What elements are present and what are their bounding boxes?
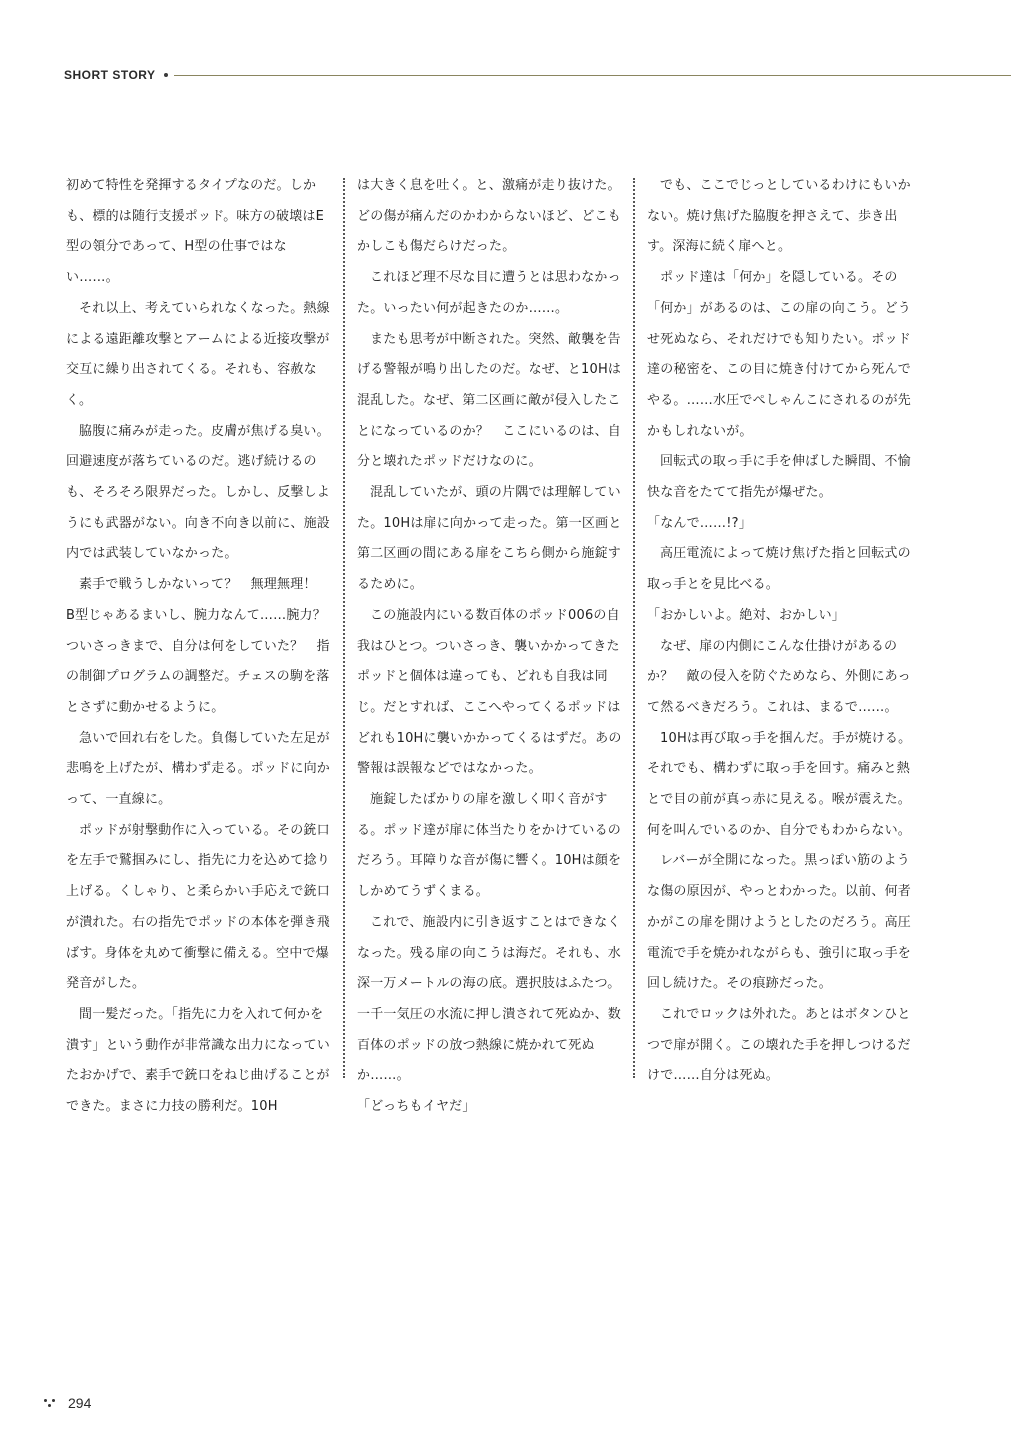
paragraph: 初めて特性を発揮するタイプなのだ。しかも、標的は随行支援ポッド。味方の破壊はE型の領分であって、H型の仕事ではない……。 bbox=[66, 178, 325, 286]
column-divider-2 bbox=[633, 178, 635, 1078]
paragraph: 間一髪だった。「指先に力を入れて何かを潰す」という動作が非常識な出力になっていたおかげで、素手で銃口をねじ曲げることができた。まさに力技の勝利だ。10H bbox=[66, 1006, 331, 1115]
paragraph: この施設内にいる数百体のポッド006の自我はひとつ。ついさっき、襲いかかってきたポッドと個体は違っても、どれも自我は同じ。だとすれば、ここへやってくるポッドはどれも10Hに襲いかかってくるはずだ。あの警報は誤報などではなかった。 bbox=[357, 607, 622, 777]
paragraph: 10Hは再び取っ手を掴んだ。手が焼ける。それでも、構わずに取っ手を回す。痛みと熱とで目の前が真っ赤に見える。喉が震えた。何を叫んでいるのか、自分でもわからない。 bbox=[647, 730, 912, 838]
text-column-2 bbox=[357, 171, 624, 1123]
running-header bbox=[64, 66, 1011, 86]
paragraph: 素手で戦うしかないって？ 無理無理！ B型じゃあるまいし、腕力なんて……腕力？ ついさっきまで、自分は何をしていた？ 指の制御プログラムの調整だ。チェスの駒を落とさずに動かせるように。 bbox=[66, 577, 340, 715]
paragraph: それ以上、考えていられなくなった。熱線による遠距離攻撃とアームによる近接攻撃が交互に繰り出されてくる。それも、容赦なく。 bbox=[66, 300, 330, 408]
header-rule-line bbox=[174, 75, 1011, 76]
paragraph: なぜ、扉の内側にこんな仕掛けがあるのか？ 敵の侵入を防ぐためなら、外側にあって然るべきだろう。これは、まるで……。 bbox=[647, 638, 911, 715]
paragraph: レバーが全開になった。黒っぽい筋のような傷の原因が、やっとわかった。以前、何者かがこの扉を開けようとしたのだろう。高圧電流で手を焼かれながらも、強引に取っ手を回し続けた。その痕跡だった。 bbox=[647, 853, 912, 992]
paragraph: 「どっちもイヤだ」 bbox=[357, 1099, 476, 1115]
paragraph: ポッド達は「何か」を隠している。その「何か」があるのは、この扉の向こう。どうせ死ぬなら、それだけでも知りたい。ポッド達の秘密を、この目に焼き付けてから死んでやる。……水圧でぺしゃんこにされるのが先かもしれないが。 bbox=[647, 270, 912, 439]
paragraph: 回転式の取っ手に手を伸ばした瞬間、不愉快な音をたてて指先が爆ぜた。 bbox=[647, 454, 911, 501]
page-number: 294 bbox=[68, 1395, 92, 1411]
paragraph: は大きく息を吐く。と、激痛が走り抜けた。どの傷が痛んだのかわからないほど、どこもかしこも傷だらけだった。 bbox=[357, 178, 622, 255]
paragraph: ポッドが射撃動作に入っている。その銃口を左手で鷲掴みにし、指先に力を込めて捻り上げる。くしゃり、と柔らかい手応えで銃口が潰れた。右の指先でポッドの本体を弾き飛ばす。身体を丸めて衝撃に備える。空中で爆発音がした。 bbox=[66, 822, 331, 992]
paragraph: これでロックは外れた。あとはボタンひとつで扉が開く。この壊れた手を押しつけるだけで……自分は死ぬ。 bbox=[647, 1006, 911, 1084]
text-column-1 bbox=[66, 171, 340, 1123]
paragraph: 「おかしいよ。絶対、おかしい」 bbox=[647, 607, 846, 623]
paragraph: 施錠したばかりの扉を激しく叩く音がする。ポッド達が扉に体当たりをかけているのだろう。耳障りな音が傷に響く。10Hは顔をしかめてうずくまる。 bbox=[357, 792, 622, 900]
paragraph: これほど理不尽な目に遭うとは思わなかった。いったい何が起きたのか……。 bbox=[357, 270, 621, 316]
paragraph: 高圧電流によって焼け焦げた指と回転式の取っ手とを見比べる。 bbox=[647, 546, 911, 593]
footer-dots-icon bbox=[44, 1399, 56, 1409]
column-divider-1 bbox=[343, 178, 345, 1078]
paragraph: 急いで回れ右をした。負傷していた左足が悲鳴を上げたが、構わず走る。ポッドに向かって、一直線に。 bbox=[66, 730, 331, 808]
paragraph: これで、施設内に引き返すことはできなくなった。残る扉の向こうは海だ。それも、水深一万メートルの海の底。選択肢はふたつ。一千一気圧の水流に押し潰されて死ぬか、数百体のポッドの放つ熱線に焼かれて死ぬか……。 bbox=[357, 914, 622, 1084]
paragraph: またも思考が中断された。突然、敵襲を告げる警報が鳴り出したのだ。なぜ、と10Hは混乱した。なぜ、第二区画に敵が侵入したことになっているのか？ ここにいるのは、自分と壊れたポッドだけなのに。 bbox=[357, 331, 622, 470]
paragraph: 「なんで……!?」 bbox=[647, 515, 752, 531]
section-label: SHORT STORY bbox=[64, 68, 156, 82]
paragraph: でも、ここでじっとしているわけにもいかない。焼け焦げた脇腹を押さえて、歩き出す。深海に続く扉へと。 bbox=[647, 178, 911, 255]
paragraph: 脇腹に痛みが走った。皮膚が焦げる臭い。回避速度が落ちているのだ。逃げ続けるのも、そろそろ限界だった。しかし、反撃しようにも武器がない。向き不向き以前に、施設内では武装していなかった。 bbox=[66, 423, 331, 562]
header-bullet-dot bbox=[164, 73, 168, 77]
text-column-3 bbox=[647, 171, 914, 1092]
paragraph: 混乱していたが、頭の片隅では理解していた。10Hは扉に向かって走った。第一区画と第二区画の間にある扉をこちら側から施錠するために。 bbox=[357, 485, 622, 593]
